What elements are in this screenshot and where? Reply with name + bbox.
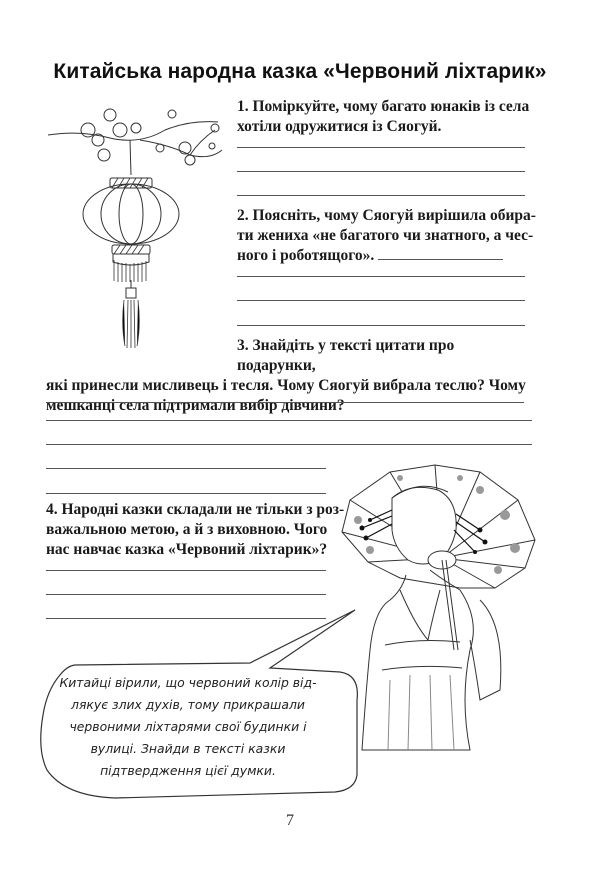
- question-2-line-3: ного і роботящого».: [237, 247, 375, 264]
- answer-line[interactable]: [237, 300, 525, 301]
- bubble-line-2: лякує злих духів, тому прикрашали: [71, 697, 305, 712]
- question-2: [237, 206, 537, 266]
- answer-line[interactable]: [237, 147, 525, 148]
- question-3: [46, 336, 536, 416]
- page-title: Китайська народна казка «Червоний ліхтарик»: [53, 60, 547, 83]
- bubble-line-4: вулиці. Знайди в тексті казки: [90, 741, 286, 756]
- answer-line[interactable]: [237, 325, 525, 326]
- question-1-line-1: 1. Поміркуйте, чому багато юнаків із села: [237, 98, 530, 115]
- bubble-line-5: підтвердження цієї думки.: [100, 763, 276, 778]
- page-number: 7: [286, 812, 294, 829]
- question-4-line-1: 4. Народні казки складали не тільки з роз-: [46, 501, 345, 518]
- answer-line[interactable]: [46, 493, 326, 494]
- answer-line[interactable]: [46, 402, 524, 403]
- bubble-line-1: Китайці вірили, що червоний колір від-: [59, 675, 317, 690]
- question-1: [237, 97, 537, 137]
- question-3-line-2: які принесли мисливець і тесля. Чому Сяогуй вибрала теслю? Чому: [46, 377, 526, 394]
- question-1-line-2: хотіли одружитися із Сяогуй.: [237, 118, 442, 135]
- question-4-line-3: нас навчає казка «Червоний ліхтарик»?: [46, 541, 328, 558]
- answer-line[interactable]: [237, 276, 525, 277]
- question-2-line-2: ти жениха «не багатого чи знатного, а чес-: [237, 227, 534, 244]
- answer-line[interactable]: [237, 195, 525, 196]
- question-4: [46, 500, 346, 560]
- answer-line[interactable]: [237, 171, 525, 172]
- answer-line[interactable]: [46, 468, 326, 469]
- question-4-line-2: важальною метою, а й з виховною. Чого: [46, 521, 328, 538]
- speech-bubble-text: [58, 672, 318, 782]
- question-3-line-1: 3. Знайдіть у тексті цитати про подарунки,: [237, 337, 455, 374]
- question-3-line-3: мешканці села підтримали вибір дівчини?: [46, 397, 345, 414]
- answer-line[interactable]: [46, 444, 532, 445]
- answer-line-inline[interactable]: [378, 247, 503, 260]
- lantern-illustration-icon: [40, 100, 230, 350]
- answer-line[interactable]: [46, 420, 532, 421]
- question-2-line-1: 2. Поясніть, чому Сяогуй вирішила обира-: [237, 207, 536, 224]
- answer-line[interactable]: [46, 594, 326, 595]
- answer-line[interactable]: [46, 570, 326, 571]
- bubble-line-3: червоними ліхтарями свої будинки і: [69, 719, 307, 734]
